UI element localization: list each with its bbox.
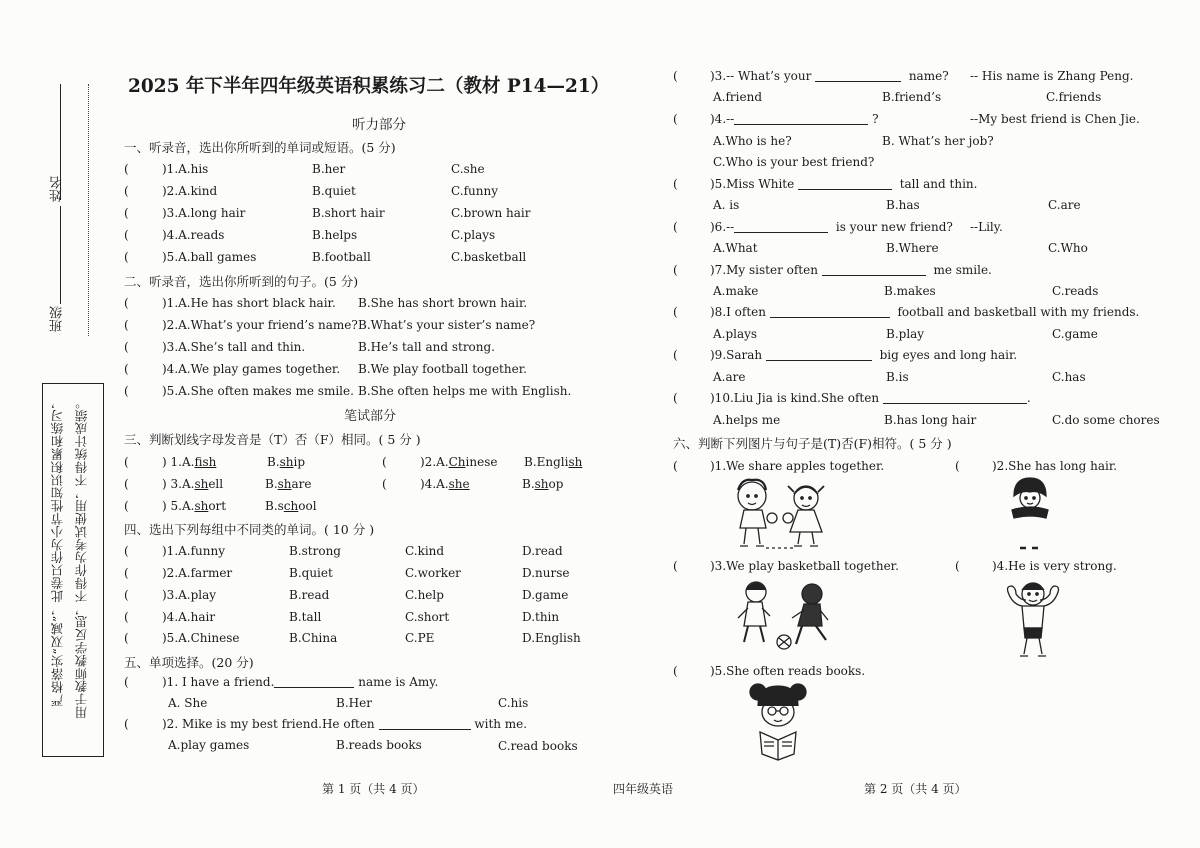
answer-paren[interactable]: ( <box>673 305 678 319</box>
option-b: B.football <box>312 250 371 264</box>
picture-sentence: )3.We play basketball together. <box>710 559 899 573</box>
answer-blank[interactable] <box>734 112 868 125</box>
option-a: A.helps me <box>713 413 781 427</box>
option-a: )3.A.She’s tall and thin. <box>162 340 306 354</box>
option-b: B.ship <box>267 455 306 469</box>
answer-blank[interactable] <box>798 177 892 190</box>
option-b: B.English <box>524 455 583 469</box>
answer-paren[interactable]: ( <box>124 566 129 580</box>
option-b: B.has <box>886 198 920 212</box>
picture-sentence: )1.We share apples together. <box>710 459 885 473</box>
option-c: C.help <box>405 588 444 602</box>
question-stem: )6.-- is your new friend? <box>710 220 953 234</box>
section-1-title: 一、听录音，选出你所听到的单词或短语。(5 分) <box>124 140 396 155</box>
answer-paren[interactable]: ( <box>124 184 129 198</box>
option-b: B.play <box>886 327 925 341</box>
answer-paren[interactable]: ( <box>124 362 129 376</box>
option-a: ) 5.A.short <box>162 499 227 513</box>
question-reply: --My best friend is Chen Jie. <box>970 112 1140 126</box>
answer-paren[interactable]: ( <box>124 228 129 242</box>
option-d: D.English <box>522 631 581 645</box>
answer-paren[interactable]: ( <box>124 206 129 220</box>
answer-paren[interactable]: ( <box>124 499 129 513</box>
option-a: ) 1.A.fish <box>162 455 217 469</box>
option-a: A.make <box>713 284 759 298</box>
option-a: )2.A.What’s your friend’s name? <box>162 318 358 332</box>
option-c: C.short <box>405 610 450 624</box>
answer-paren[interactable]: ( <box>673 263 678 277</box>
question-stem: )8.I often football and basketball with my friends. <box>710 305 1140 319</box>
option-b: B.Her <box>336 696 372 710</box>
picture-sentence: )2.She has long hair. <box>992 459 1118 473</box>
answer-paren[interactable]: ( <box>673 459 678 473</box>
option-b: B.We play football together. <box>358 362 527 376</box>
section-4-title: 四、选出下列每组中不同类的单词。( 10 分 ) <box>124 522 375 537</box>
option-b: B.helps <box>312 228 358 242</box>
page-title: 2025 年下半年四年级英语积累练习二（教材 P14—21） <box>128 76 610 97</box>
question-stem: )9.Sarah big eyes and long hair. <box>710 348 1018 362</box>
footer-subject: 四年级英语 <box>613 782 674 796</box>
answer-blank[interactable] <box>734 220 828 233</box>
listening-heading: 听力部分 <box>352 117 406 133</box>
option-b: B.shop <box>522 477 564 491</box>
option-a: )2.A.kind <box>162 184 218 198</box>
answer-paren[interactable]: ( <box>124 162 129 176</box>
question-stem: )10.Liu Jia is kind.She often . <box>710 391 1031 405</box>
answer-paren[interactable]: ( <box>673 112 678 126</box>
option-a: A.plays <box>713 327 758 341</box>
option-a: )2.A.Chinese <box>420 455 498 469</box>
question-reply: -- His name is Zhang Peng. <box>970 69 1134 83</box>
option-b: B. What’s her job? <box>882 134 994 148</box>
option-c: C.kind <box>405 544 445 558</box>
answer-blank[interactable] <box>379 717 471 730</box>
answer-paren[interactable]: ( <box>673 391 678 405</box>
answer-paren[interactable]: ( <box>124 318 129 332</box>
answer-paren[interactable]: ( <box>382 477 387 491</box>
question-stem: )7.My sister often me smile. <box>710 263 992 277</box>
question-stem: )5.Miss White tall and thin. <box>710 177 978 191</box>
option-b: B.China <box>289 631 338 645</box>
answer-paren[interactable]: ( <box>673 177 678 191</box>
answer-paren[interactable]: ( <box>382 455 387 469</box>
option-c: C.has <box>1052 370 1086 384</box>
picture-sentence: )4.He is very strong. <box>992 559 1117 573</box>
option-a: )5.A.She often makes me smile. <box>162 384 354 398</box>
option-a: )3.A.play <box>162 588 217 602</box>
option-c: C.brown hair <box>451 206 531 220</box>
option-b: B.What’s your sister’s name? <box>358 318 536 332</box>
option-a: )5.A.ball games <box>162 250 257 264</box>
option-a: ) 3.A.shell <box>162 477 224 491</box>
answer-paren[interactable]: ( <box>124 717 129 731</box>
option-a: )1.A.his <box>162 162 209 176</box>
answer-paren[interactable]: ( <box>124 610 129 624</box>
option-c: C.read books <box>498 739 578 753</box>
answer-blank[interactable] <box>815 69 901 82</box>
option-b: B.quiet <box>312 184 356 198</box>
option-a: A. is <box>713 198 740 212</box>
name-label: 姓名 <box>50 176 65 202</box>
answer-paren[interactable]: ( <box>124 384 129 398</box>
option-b: B.quiet <box>289 566 333 580</box>
answer-paren[interactable]: ( <box>124 477 129 491</box>
answer-paren[interactable]: ( <box>955 459 960 473</box>
answer-paren[interactable]: ( <box>673 664 678 678</box>
option-b: B.her <box>312 162 346 176</box>
option-a: A.What <box>713 241 758 255</box>
option-c: C.PE <box>405 631 435 645</box>
answer-paren[interactable]: ( <box>124 455 129 469</box>
answer-paren[interactable]: ( <box>673 348 678 362</box>
answer-paren[interactable]: ( <box>673 220 678 234</box>
option-c: C.plays <box>451 228 496 242</box>
option-c: C.his <box>498 696 529 710</box>
answer-paren[interactable]: ( <box>673 69 678 83</box>
option-d: D.game <box>522 588 569 602</box>
option-c: C.basketball <box>451 250 527 264</box>
notice-line-1: 严格落实“双减”，此卷只作为小节性知识积累和练习， <box>50 396 65 707</box>
short-hair-girl-picture <box>1004 476 1054 554</box>
notice-line-2: 用于教师教学反思，不得作为考试使用，不得统计成绩。 <box>74 396 89 719</box>
boys-playing-ball-picture <box>734 578 840 658</box>
option-d: D.read <box>522 544 563 558</box>
answer-blank[interactable] <box>274 675 354 688</box>
option-a: )5.A.Chinese <box>162 631 240 645</box>
class-label: 班级 <box>50 306 65 332</box>
answer-paren[interactable]: ( <box>124 544 129 558</box>
answer-paren[interactable]: ( <box>124 296 129 310</box>
option-b: B.is <box>886 370 909 384</box>
question-stem: )3.-- What’s your name? <box>710 69 949 83</box>
option-b: B.read <box>289 588 330 602</box>
option-a: )3.A.long hair <box>162 206 246 220</box>
option-c: C.she <box>451 162 485 176</box>
answer-blank[interactable] <box>822 263 926 276</box>
option-a: )4.A.she <box>420 477 470 491</box>
section-6-title: 六、判断下列图片与句子是(T)否(F)相符。( 5 分 ) <box>673 436 952 451</box>
answer-paren[interactable]: ( <box>124 675 129 689</box>
binding-line <box>88 84 89 336</box>
option-b: B.share <box>265 477 312 491</box>
answer-blank[interactable] <box>766 348 872 361</box>
option-a: )1.A.funny <box>162 544 226 558</box>
question-stem: )4.-- ? <box>710 112 879 126</box>
writing-heading: 笔试部分 <box>344 409 397 424</box>
option-b: B.school <box>265 499 317 513</box>
strong-boy-picture <box>1000 576 1066 660</box>
option-b: B.She often helps me with English. <box>358 384 572 398</box>
answer-paren[interactable]: ( <box>124 631 129 645</box>
option-c: C.Who is your best friend? <box>713 155 875 169</box>
option-c: C.Who <box>1048 241 1088 255</box>
footer-page-1: 第 1 页（共 4 页） <box>322 782 425 796</box>
option-b: B.tall <box>289 610 322 624</box>
option-b: B.makes <box>884 284 936 298</box>
option-c: C.reads <box>1052 284 1099 298</box>
question-stem: )1. I have a friend. name is Amy. <box>162 675 439 689</box>
option-d: D.nurse <box>522 566 570 580</box>
class-blank-line <box>60 206 61 304</box>
option-c: C.game <box>1052 327 1098 341</box>
answer-paren[interactable]: ( <box>124 340 129 354</box>
answer-blank[interactable] <box>770 305 890 318</box>
answer-blank[interactable] <box>883 391 1027 404</box>
option-b: B.friend’s <box>882 90 942 104</box>
option-a: )4.A.We play games together. <box>162 362 341 376</box>
option-c: C.are <box>1048 198 1081 212</box>
section-3-title: 三、判断划线字母发音是（T）否（F）相同。( 5 分 ) <box>124 432 421 447</box>
option-b: B.He’s tall and strong. <box>358 340 495 354</box>
option-c: C.funny <box>451 184 498 198</box>
footer-page-2: 第 2 页（共 4 页） <box>864 782 967 796</box>
section-5-title: 五、单项选择。(20 分) <box>124 655 254 670</box>
option-a: A.play games <box>168 738 250 752</box>
option-b: B.has long hair <box>884 413 977 427</box>
option-a: )1.A.He has short black hair. <box>162 296 336 310</box>
option-c: C.friends <box>1046 90 1102 104</box>
answer-paren[interactable]: ( <box>955 559 960 573</box>
answer-paren[interactable]: ( <box>673 559 678 573</box>
option-a: A.friend <box>713 90 763 104</box>
girl-reading-picture <box>744 680 812 766</box>
answer-paren[interactable]: ( <box>124 250 129 264</box>
girls-sharing-apples-picture <box>722 478 842 552</box>
option-b: B.reads books <box>336 738 422 752</box>
question-reply: --Lily. <box>970 220 1003 234</box>
option-b: B.short hair <box>312 206 385 220</box>
option-c: C.do some chores <box>1052 413 1160 427</box>
question-stem: )2. Mike is my best friend.He often with me. <box>162 717 528 731</box>
option-b: B.She has short brown hair. <box>358 296 528 310</box>
notice-box <box>42 383 104 757</box>
option-a: )4.A.reads <box>162 228 225 242</box>
picture-sentence: )5.She often reads books. <box>710 664 866 678</box>
name-blank-line <box>60 84 61 200</box>
option-d: D.thin <box>522 610 560 624</box>
option-a: )2.A.farmer <box>162 566 233 580</box>
section-2-title: 二、听录音，选出你所听到的句子。(5 分) <box>124 274 359 289</box>
option-b: B.Where <box>886 241 939 255</box>
answer-paren[interactable]: ( <box>124 588 129 602</box>
option-a: A.Who is he? <box>713 134 792 148</box>
option-b: B.strong <box>289 544 341 558</box>
option-a: A. She <box>168 696 208 710</box>
option-a: )4.A.hair <box>162 610 216 624</box>
option-a: A.are <box>713 370 746 384</box>
option-c: C.worker <box>405 566 461 580</box>
